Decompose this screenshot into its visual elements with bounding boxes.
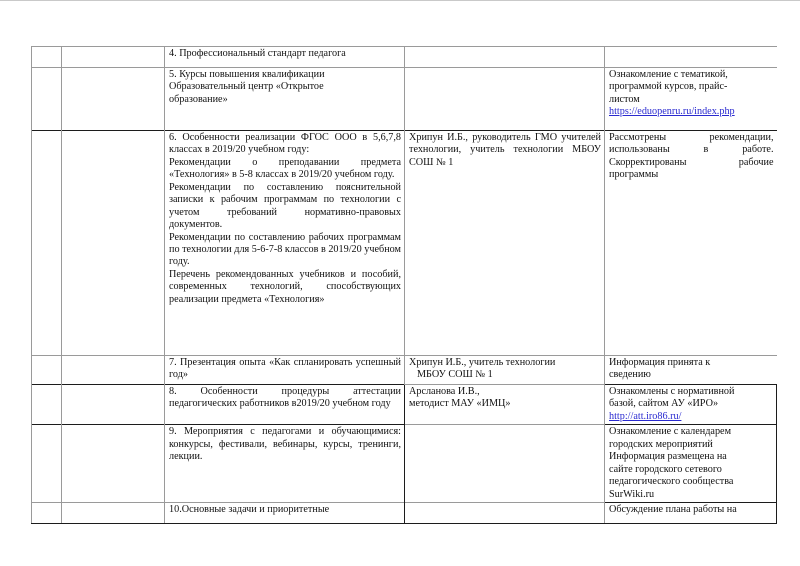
row-5-narrow-1	[32, 68, 62, 131]
row-5-result-line-1: Ознакомление с тематикой,	[609, 69, 728, 80]
row-10-presenter	[405, 502, 605, 523]
row-8-presenter-line-2: методист МАУ «ИМЦ»	[409, 398, 511, 410]
row-6-result: Рассмотрены рекомендации, использованы в работе. Скорректированы рабочие программы	[605, 131, 777, 356]
row-4-narrow-1	[32, 47, 62, 68]
row-7-activity: 7. Презентация опыта «Как спланировать успешный год»	[165, 356, 405, 385]
row-5-presenter	[405, 68, 605, 131]
page-top-rule	[0, 0, 800, 1]
row-4-result	[605, 47, 777, 68]
row-5-activity-line-1: 5. Курсы повышения квалификации	[169, 69, 325, 80]
row-10-narrow-2	[62, 502, 165, 523]
row-9-result-line-1: Ознакомление с календарем	[609, 426, 732, 438]
row-6-presenter: Хрипун И.Б., руководитель ГМО учителей технологии, учитель технологии МБОУ СОШ № 1	[405, 131, 605, 356]
row-8-narrow-2	[62, 385, 165, 425]
row-6-activity-p4: Рекомендации по составлению рабочих программам по технологии для 5-6-7-8 классов в 2019/20 учебном году.	[169, 231, 401, 268]
row-8-result	[605, 385, 777, 425]
row-6-activity-p3: Рекомендации по составлению пояснительной записки к рабочим программам по технологии с учетом требований нормативно-правовых документов.	[169, 181, 401, 231]
row-7-presenter-line-2: МБОУ СОШ № 1	[417, 369, 493, 381]
row-9-result-line-6: SurWiki.ru	[609, 488, 655, 500]
row-6-activity-p5: Перечень рекомендованных учебников и пособий, современных технологий, способствующих реализации предмета «Технология»	[169, 268, 401, 305]
row-9-result	[605, 425, 777, 503]
row-5-narrow-2	[62, 68, 165, 131]
row-10-narrow-1	[32, 502, 62, 523]
row-7-narrow-1	[32, 356, 62, 385]
row-4-narrow-2	[62, 47, 165, 68]
row-5-result	[605, 68, 777, 131]
row-9-activity: 9. Мероприятия с педагогами и обучающимися: конкурсы, фестивали, вебинары, курсы, тренинги, лекции.	[165, 425, 405, 503]
row-7-presenter	[405, 356, 605, 385]
row-10-result: Обсуждение плана работы на	[605, 502, 777, 523]
table-row	[32, 385, 777, 425]
row-8-result-line-2: базой, сайтом АУ «ИРО»	[609, 398, 719, 410]
row-9-result-line-5: педагогического сообщества	[609, 476, 734, 488]
row-8-result-line-1: Ознакомлены с нормативной	[609, 386, 735, 397]
row-5-activity-line-2: Образовательный центр «Открытое	[169, 81, 324, 93]
att-iro86-link[interactable]: http://att.iro86.ru/	[609, 410, 682, 422]
row-9-result-line-4: сайте городского сетевого	[609, 463, 722, 475]
table-row	[32, 356, 777, 385]
table-row	[32, 68, 777, 131]
row-6-narrow-2	[62, 131, 165, 356]
row-7-narrow-2	[62, 356, 165, 385]
row-7-result-line-1: Информация принята к	[609, 357, 711, 368]
row-5-activity-line-3: образование»	[169, 93, 228, 105]
eduopen-link[interactable]: https://eduopenru.ru/index.php	[609, 106, 735, 118]
table-row	[32, 47, 777, 68]
row-5-result-line-2: программой курсов, прайс-	[609, 81, 728, 93]
row-9-result-line-2: городских мероприятий	[609, 438, 713, 450]
row-7-result-line-2: сведению	[609, 369, 651, 381]
row-10-activity: 10.Основные задачи и приоритетные	[165, 502, 405, 523]
row-9-result-line-3: Информация размещена на	[609, 451, 727, 463]
row-8-activity: 8. Особенности процедуры аттестации педагогических работников в2019/20 учебном году	[165, 385, 405, 425]
row-6-activity-p2: Рекомендации о преподавании предмета «Технология» в 5-8 классах в 2019/20 учебном году.	[169, 156, 401, 181]
meeting-plan-table	[31, 46, 777, 524]
row-5-result-line-3: листом	[609, 93, 640, 105]
table-row	[32, 131, 777, 356]
table-row	[32, 425, 777, 503]
row-8-presenter	[405, 385, 605, 425]
row-6-narrow-1	[32, 131, 62, 356]
row-5-activity	[165, 68, 405, 131]
row-7-result	[605, 356, 777, 385]
row-7-presenter-line-1: Хрипун И.Б., учитель технологии	[409, 357, 556, 368]
row-9-presenter	[405, 425, 605, 503]
row-9-narrow-1	[32, 425, 62, 503]
row-9-narrow-2	[62, 425, 165, 503]
row-4-activity: 4. Профессиональный стандарт педагога	[165, 47, 405, 68]
table-row	[32, 502, 777, 523]
row-8-narrow-1	[32, 385, 62, 425]
row-4-presenter	[405, 47, 605, 68]
row-6-activity	[165, 131, 405, 356]
row-6-activity-p1: 6. Особенности реализации ФГОС ООО в 5,6,7,8 классах в 2019/20 учебном году:	[169, 132, 401, 156]
row-8-presenter-line-1: Арсланова И.В.,	[409, 386, 480, 397]
